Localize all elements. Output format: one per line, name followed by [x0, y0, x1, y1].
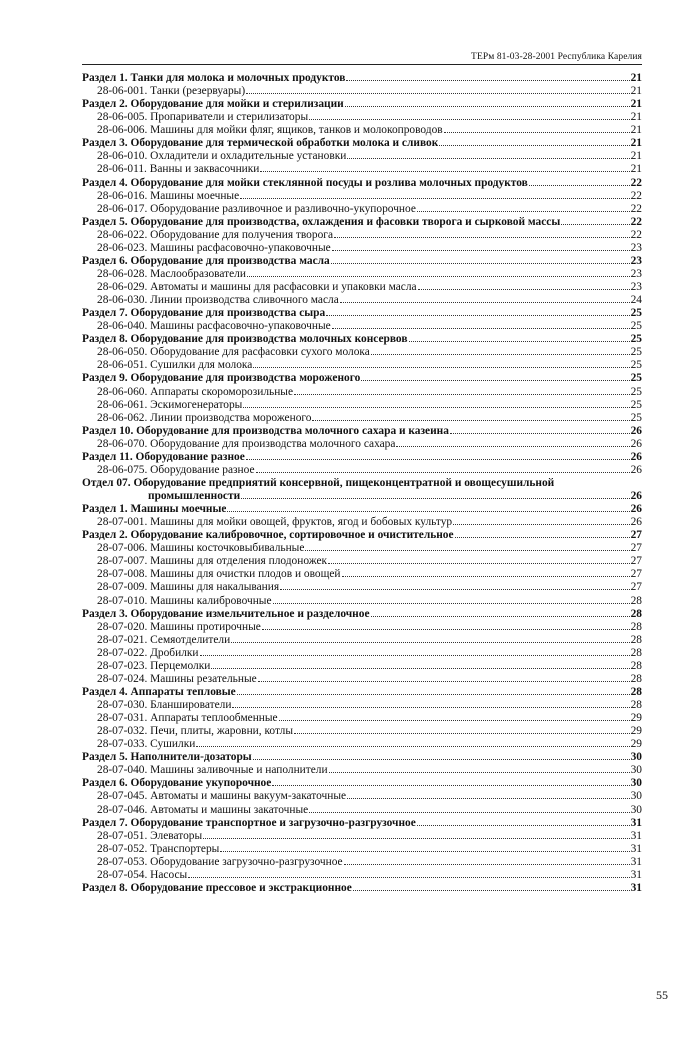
toc-entry-page: 25 [630, 398, 642, 411]
otdel-title-line2-row [82, 490, 642, 503]
toc-entry-page: 30 [630, 764, 642, 777]
toc-entry-title: 28-06-005. Пропариватели и стерилизаторы [97, 111, 309, 124]
toc-item-entry[interactable] [82, 790, 642, 803]
dot-leader [237, 694, 630, 695]
dot-leader [258, 681, 630, 682]
dot-leader [345, 106, 630, 107]
dot-leader [328, 563, 630, 564]
toc-entry-title: Раздел 8. Оборудование для производства молочных консервов [82, 333, 408, 346]
toc-entry-title: Раздел 8. Оборудование прессовое и экстракционное [82, 881, 352, 894]
toc-entry-page: 23 [630, 241, 642, 254]
toc-entry-title: 28-06-028. Маслообразователи [97, 267, 246, 280]
toc-entry-title: 28-07-045. Автоматы и машины вакуум-закаточные [97, 790, 347, 803]
toc-entry-page: 25 [630, 385, 642, 398]
toc-item-entry[interactable] [82, 843, 642, 856]
dot-leader [262, 629, 630, 630]
toc-entry-page: 23 [630, 281, 642, 293]
dot-leader [253, 759, 630, 760]
toc-entry-title: 28-07-008. Машины для очистки плодов и овощей [97, 568, 341, 581]
toc-entry-page: 30 [630, 790, 642, 803]
dot-leader [409, 341, 630, 342]
toc-entry-page: 26 [630, 463, 642, 476]
otdel-page: 26 [630, 490, 642, 502]
toc-item-entry[interactable] [82, 830, 642, 843]
dot-leader [340, 302, 630, 303]
toc-item-entry[interactable] [82, 111, 642, 124]
toc-entry-page: 22 [630, 176, 642, 189]
toc-entry-page: 27 [630, 568, 642, 581]
toc-entry-title: 28-07-031. Аппараты теплообменные [97, 712, 278, 725]
toc-entry-title: Раздел 9. Оборудование для производства мороженого [82, 372, 361, 385]
toc-section-entry[interactable] [82, 817, 642, 830]
toc-entry-title: 28-07-040. Машины заливочные и наполнители [97, 764, 328, 777]
toc-entry-title: 28-06-050. Оборудование для расфасовки сухого молока [97, 346, 370, 359]
dot-leader [272, 785, 629, 786]
toc-entry-title: 28-07-010. Машины калибровочные [97, 594, 272, 607]
toc-entry-title: Раздел 7. Оборудование для производства сыра [82, 307, 326, 320]
dot-leader [247, 276, 630, 277]
toc-entry-title: 28-06-022. Оборудование для получения творога [97, 228, 333, 241]
toc-entry-title: Раздел 10. Оборудование для производства молочного сахара и казеина [82, 424, 449, 437]
toc-entry-page: 25 [630, 346, 642, 359]
toc-entry-page: 28 [630, 672, 642, 685]
toc-item-entry[interactable] [82, 542, 642, 555]
toc-entry-title: 28-07-001. Машины для мойки овощей, фруктов, ягод и бобовых культур [97, 516, 453, 529]
toc-entry-page: 21 [630, 98, 642, 111]
dot-leader [231, 642, 629, 643]
toc-entry-title: 28-06-075. Оборудование разное [97, 463, 255, 476]
dot-leader [361, 380, 629, 381]
toc-entry-page: 21 [630, 111, 642, 124]
toc-entry-page: 28 [630, 633, 642, 646]
dot-leader [227, 511, 629, 512]
toc-entry-title: 28-06-070. Оборудование для производства молочного сахара [97, 437, 396, 450]
toc-entry-page: 21 [630, 137, 642, 150]
toc-entry-title: Раздел 3. Оборудование измельчительное и разделочное [82, 607, 370, 620]
toc-item-entry[interactable] [82, 124, 642, 137]
toc-entry-title: 28-07-032. Печи, плиты, жаровни, котлы [97, 725, 293, 738]
toc-entry-page: 31 [630, 868, 642, 881]
dot-leader [260, 171, 629, 172]
toc-entry-page: 25 [630, 307, 642, 320]
toc-item-entry[interactable] [82, 163, 642, 176]
dot-leader [305, 550, 629, 551]
toc-entry-title: 28-07-054. Насосы [97, 868, 188, 881]
toc-section-entry[interactable] [82, 882, 642, 895]
page-number: 55 [656, 988, 668, 1002]
toc-entry-page: 31 [630, 829, 642, 842]
toc-section-entry[interactable] [82, 503, 642, 516]
dot-leader [240, 198, 629, 199]
toc-item-entry[interactable] [82, 568, 642, 581]
toc-entry-title: 28-07-021. Семяотделители [97, 633, 231, 646]
toc-item-entry[interactable] [82, 516, 642, 529]
dot-leader [312, 420, 629, 421]
toc-section-entry[interactable] [82, 686, 642, 699]
toc-entry-page: 22 [630, 189, 642, 202]
dot-leader [294, 733, 630, 734]
dot-leader [241, 498, 629, 499]
toc-item-entry[interactable] [82, 595, 642, 608]
toc-entry-page: 28 [630, 659, 642, 672]
toc-entry-title: Раздел 3. Оборудование для термической обработки молока и сливок [82, 137, 439, 150]
dot-leader [332, 328, 630, 329]
toc-entry-title: Раздел 1. Танки для молока и молочных продуктов [82, 72, 346, 84]
toc-section-entry[interactable] [82, 451, 642, 464]
toc-item-entry[interactable] [82, 856, 642, 869]
dot-leader [331, 263, 630, 264]
toc-entry-page: 25 [630, 333, 642, 346]
toc-section-entry[interactable] [82, 307, 642, 320]
toc-entry-page: 27 [630, 542, 642, 555]
toc-entry-page: 23 [630, 267, 642, 280]
toc-entry-page: 30 [630, 803, 642, 816]
toc-entry-page: 21 [630, 72, 642, 84]
toc-entry-title: 28-06-062. Линии производства мороженого [97, 411, 312, 424]
toc-entry-title: Раздел 5. Наполнители-дозаторы [82, 751, 252, 764]
dot-leader [188, 877, 629, 878]
toc-item-entry[interactable] [82, 555, 642, 568]
dot-leader [561, 224, 629, 225]
dot-leader [347, 158, 629, 159]
dot-leader [439, 145, 629, 146]
toc-entry-title: 28-07-006. Машины косточковыбивальные [97, 542, 305, 555]
dot-leader [273, 603, 630, 604]
toc-section-entry[interactable] [82, 529, 642, 542]
toc-entry-page: 21 [630, 150, 642, 163]
toc-item-entry[interactable] [82, 242, 642, 255]
toc-entry-page: 25 [630, 372, 642, 385]
toc-entry-title: Раздел 11. Оборудование разное [82, 450, 245, 463]
toc-entry-title: 28-06-011. Ванны и заквасочники [97, 163, 260, 176]
toc-entry-page: 28 [630, 699, 642, 711]
toc-item-entry[interactable] [82, 294, 642, 307]
dot-leader [396, 446, 629, 447]
toc-item-entry[interactable] [82, 190, 642, 203]
toc-entry-page: 29 [630, 712, 642, 725]
toc-item-entry[interactable] [82, 581, 642, 594]
toc-entry-page: 27 [630, 581, 642, 594]
dot-leader [334, 237, 630, 238]
dot-leader [342, 576, 630, 577]
dot-leader [417, 825, 630, 826]
toc-entry-page: 29 [630, 725, 642, 738]
toc-entry-page: 28 [630, 607, 642, 620]
dot-leader [417, 211, 630, 212]
toc-item-entry[interactable] [82, 699, 642, 712]
dot-leader [346, 80, 629, 81]
toc-entry-title: Раздел 2. Оборудование для мойки и стерилизации [82, 98, 344, 111]
toc-item-entry[interactable] [82, 150, 642, 163]
toc-item-entry[interactable] [82, 281, 642, 294]
toc-item-entry[interactable] [82, 229, 642, 242]
toc-entry-page: 25 [630, 320, 642, 333]
toc-entry-title: 28-06-051. Сушилки для молока [97, 359, 253, 372]
toc-entry-title: 28-06-030. Линии производства сливочного масла [97, 294, 339, 307]
toc-entry-title: 28-06-061. Эскимогенераторы [97, 398, 243, 411]
toc-part-otdel-06 [82, 72, 642, 477]
toc-entry-page: 22 [630, 215, 642, 228]
toc-item-entry[interactable] [82, 464, 642, 477]
dot-leader [329, 772, 630, 773]
toc-entry-title: 28-07-046. Автоматы и машины закаточные [97, 803, 309, 816]
dot-leader [280, 589, 630, 590]
toc-entry-page: 21 [630, 85, 642, 98]
toc-section-entry[interactable] [82, 72, 642, 85]
toc-entry-page: 24 [630, 294, 642, 307]
toc-entry-title: 28-07-009. Машины для накалывания [97, 581, 280, 594]
toc-entry-page: 21 [630, 163, 642, 176]
toc-entry-title: 28-07-020. Машины протирочные [97, 620, 261, 633]
toc-section-entry[interactable] [82, 98, 642, 111]
toc-entry-title: Раздел 7. Оборудование транспортное и загрузочно-разгрузочное [82, 816, 416, 829]
toc-entry-page: 27 [630, 529, 642, 542]
toc-entry-title: 28-07-052. Транспортеры [97, 842, 220, 855]
toc-item-entry[interactable] [82, 386, 642, 399]
toc-item-entry[interactable] [82, 346, 642, 359]
toc-entry-page: 31 [630, 842, 642, 855]
dot-leader [344, 864, 630, 865]
dot-leader [243, 407, 629, 408]
toc-entry-title: 28-06-006. Машины для мойки фляг, ящиков, танков и молокопроводов [97, 124, 443, 137]
toc-entry-page: 28 [630, 685, 642, 698]
toc-entry-page: 30 [630, 751, 642, 764]
dot-leader [371, 354, 630, 355]
toc-otdel-heading[interactable] [82, 477, 642, 503]
toc-entry-title: 28-06-001. Танки (резервуары) [97, 85, 246, 98]
dot-leader [455, 537, 630, 538]
toc-entry-title: Раздел 5. Оборудование для производства, охлаждения и фасовки творога и сырковой массы [82, 215, 561, 228]
toc-entry-title: 28-07-007. Машины для отделения плодоножек [97, 555, 328, 568]
toc-entry-page: 26 [630, 450, 642, 463]
toc-item-entry[interactable] [82, 203, 642, 216]
toc-entry-title: 28-06-016. Машины моечные [97, 189, 240, 202]
toc-entry-page: 25 [630, 359, 642, 372]
toc-section-entry[interactable] [82, 216, 642, 229]
toc-item-entry[interactable] [82, 268, 642, 281]
running-header: ТЕРм 81-03-28-2001 Республика Карелия [82, 52, 642, 65]
toc-entry-title: Раздел 4. Аппараты тепловые [82, 685, 236, 698]
toc-entry-page: 26 [630, 503, 642, 516]
toc-entry-page: 26 [630, 424, 642, 437]
dot-leader [453, 524, 629, 525]
toc-entry-title: 28-07-024. Машины резательные [97, 672, 257, 685]
otdel-title-line2: промышленности [148, 490, 241, 502]
toc-item-entry[interactable] [82, 712, 642, 725]
dot-leader [326, 315, 629, 316]
toc-entry-page: 26 [630, 516, 642, 529]
dot-leader [309, 812, 629, 813]
dot-leader [444, 132, 630, 133]
toc-entry-title: 28-07-053. Оборудование загрузочно-разгрузочное [97, 855, 343, 868]
toc-item-entry[interactable] [82, 673, 642, 686]
toc-entry-page: 28 [630, 594, 642, 607]
toc-entry-title: 28-06-040. Машины расфасовочно-упаковочные [97, 320, 331, 333]
toc-entry-page: 23 [630, 254, 642, 267]
table-of-contents [82, 72, 642, 895]
toc-item-entry[interactable] [82, 634, 642, 647]
toc-entry-page: 28 [630, 620, 642, 633]
dot-leader [246, 459, 630, 460]
toc-part-otdel-07 [82, 503, 642, 895]
toc-item-entry[interactable] [82, 804, 642, 817]
toc-entry-title: 28-06-017. Оборудование разливочное и разливочно-укупорочное [97, 202, 416, 215]
toc-item-entry[interactable] [82, 660, 642, 673]
toc-entry-page: 31 [630, 816, 642, 829]
toc-entry-title: Раздел 6. Оборудование для производства масла [82, 254, 330, 267]
toc-section-entry[interactable] [82, 372, 642, 385]
dot-leader [211, 668, 629, 669]
toc-entry-page: 26 [630, 437, 642, 450]
toc-entry-title: 28-07-030. Бланширователи [97, 699, 232, 711]
toc-entry-page: 30 [630, 777, 642, 790]
toc-item-entry[interactable] [82, 438, 642, 451]
toc-entry-title: 28-06-060. Аппараты скороморозильные [97, 385, 294, 398]
toc-section-entry[interactable] [82, 137, 642, 150]
dot-leader [309, 119, 630, 120]
dot-leader [220, 851, 629, 852]
toc-entry-title: 28-06-023. Машины расфасовочно-упаковочные [97, 241, 331, 254]
toc-item-entry[interactable] [82, 85, 642, 98]
dot-leader [196, 746, 629, 747]
toc-entry-title: Раздел 1. Машины моечные [82, 503, 227, 516]
dot-leader [371, 616, 630, 617]
toc-item-entry[interactable] [82, 764, 642, 777]
toc-entry-title: Раздел 4. Оборудование для мойки стеклянной посуды и розлива молочных продуктов [82, 176, 528, 189]
toc-section-entry[interactable] [82, 333, 642, 346]
toc-entry-page: 27 [630, 555, 642, 568]
toc-item-entry[interactable] [82, 738, 642, 751]
dot-leader [246, 93, 629, 94]
toc-item-entry[interactable] [82, 412, 642, 425]
dot-leader [347, 798, 630, 799]
toc-section-entry[interactable] [82, 425, 642, 438]
toc-entry-page: 31 [630, 855, 642, 868]
toc-section-entry[interactable] [82, 608, 642, 621]
toc-item-entry[interactable] [82, 621, 642, 634]
toc-entry-title: 28-06-010. Охладители и охладительные установки [97, 150, 347, 163]
dot-leader [294, 394, 630, 395]
otdel-title-line1: Отдел 07. Оборудование предприятий консервной, пищеконцентратной и овощесушильной [82, 476, 555, 489]
toc-section-entry[interactable] [82, 255, 642, 268]
toc-section-entry[interactable] [82, 751, 642, 764]
dot-leader [279, 720, 630, 721]
toc-item-entry[interactable] [82, 320, 642, 333]
dot-leader [232, 707, 629, 708]
toc-entry-title: Раздел 6. Оборудование укупорочное [82, 777, 272, 790]
toc-item-entry[interactable] [82, 399, 642, 412]
toc-item-entry[interactable] [82, 359, 642, 372]
toc-entry-page: 21 [630, 124, 642, 137]
toc-section-entry[interactable] [82, 777, 642, 790]
toc-entry-page: 22 [630, 202, 642, 215]
toc-section-entry[interactable] [82, 177, 642, 190]
dot-leader [332, 250, 630, 251]
toc-entry-page: 31 [630, 881, 642, 894]
dot-leader [200, 655, 630, 656]
toc-entry-page: 28 [630, 646, 642, 659]
toc-entry-title: Раздел 2. Оборудование калибровочное, сортировочное и очистительное [82, 529, 454, 542]
toc-entry-title: 28-07-033. Сушилки [97, 738, 196, 751]
dot-leader [450, 433, 630, 434]
dot-leader [203, 838, 629, 839]
toc-entry-page: 29 [630, 738, 642, 751]
dot-leader [253, 367, 629, 368]
toc-item-entry[interactable] [82, 725, 642, 738]
dot-leader [256, 472, 630, 473]
toc-entry-page: 25 [630, 411, 642, 424]
dot-leader [353, 890, 630, 891]
toc-entry-title: 28-07-022. Дробилки [97, 646, 199, 659]
dot-leader [418, 289, 630, 290]
toc-entry-title: 28-07-023. Перцемолки [97, 659, 211, 672]
toc-entry-title: 28-07-051. Элеваторы [97, 829, 203, 842]
dot-leader [529, 185, 630, 186]
toc-entry-title: 28-06-029. Автоматы и машины для расфасовки и упаковки масла [97, 281, 417, 293]
toc-item-entry[interactable] [82, 869, 642, 882]
toc-item-entry[interactable] [82, 647, 642, 660]
toc-entry-page: 22 [630, 228, 642, 241]
